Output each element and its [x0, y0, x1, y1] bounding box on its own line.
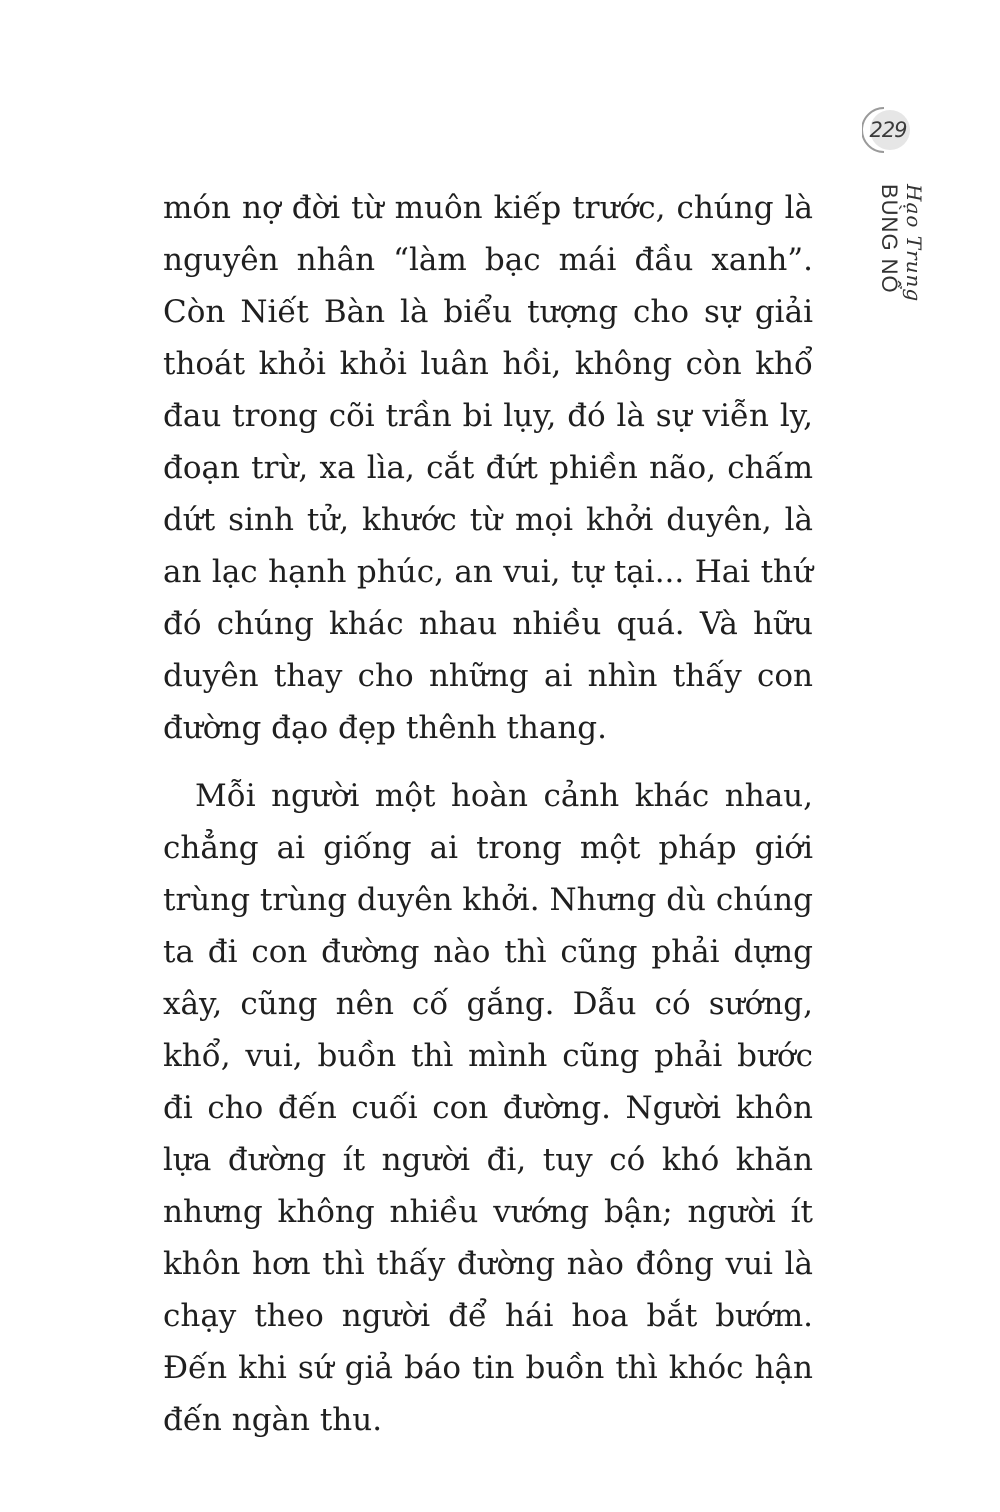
paragraph: món nợ đời từ muôn kiếp trước, chúng là nguyên nhân “làm bạc mái đầu xanh”. Còn Niết Bàn là biểu tượng cho sự giải thoát khỏi khỏi luân hồi, không còn khổ đau trong cõi trần bi lụy, đó là sự viễn ly, đoạn trừ, xa lìa, cắt đứt phiền não, chấm dứt sinh tử, khước từ mọi khởi duyên, là an lạc hạnh phúc, an vui, tự tại... Hai thứ đó chúng khác nhau nhiều quá. Và hữu duyên thay cho những ai nhìn thấy con đường đạo đẹp thênh thang. — [163, 190, 813, 746]
paragraph: Mỗi người một hoàn cảnh khác nhau, chẳng ai giống ai trong một pháp giới trùng trùng duyên khởi. Nhưng dù chúng ta đi con đường nào thì cũng phải dựng xây, cũng nên cố gắng. Dẫu có sướng, khổ, vui, buồn thì mình cũng phải bước đi cho đến cuối con đường. Người khôn lựa đường ít người đi, tuy có khó khăn nhưng không nhiều vướng bận; người ít khôn hơn thì thấy đường nào đông vui là chạy theo người để hái hoa bắt bướm. Đến khi sứ giả báo tin buồn thì khóc hận đến ngàn thu. — [163, 778, 813, 1438]
book-title: BÙNG NỔ — [877, 184, 902, 294]
page-number: 229 — [869, 118, 907, 142]
page-number-badge — [862, 104, 914, 156]
author-name: Hạo Trung — [902, 184, 926, 303]
body-text — [163, 182, 813, 1446]
running-title — [870, 184, 930, 303]
